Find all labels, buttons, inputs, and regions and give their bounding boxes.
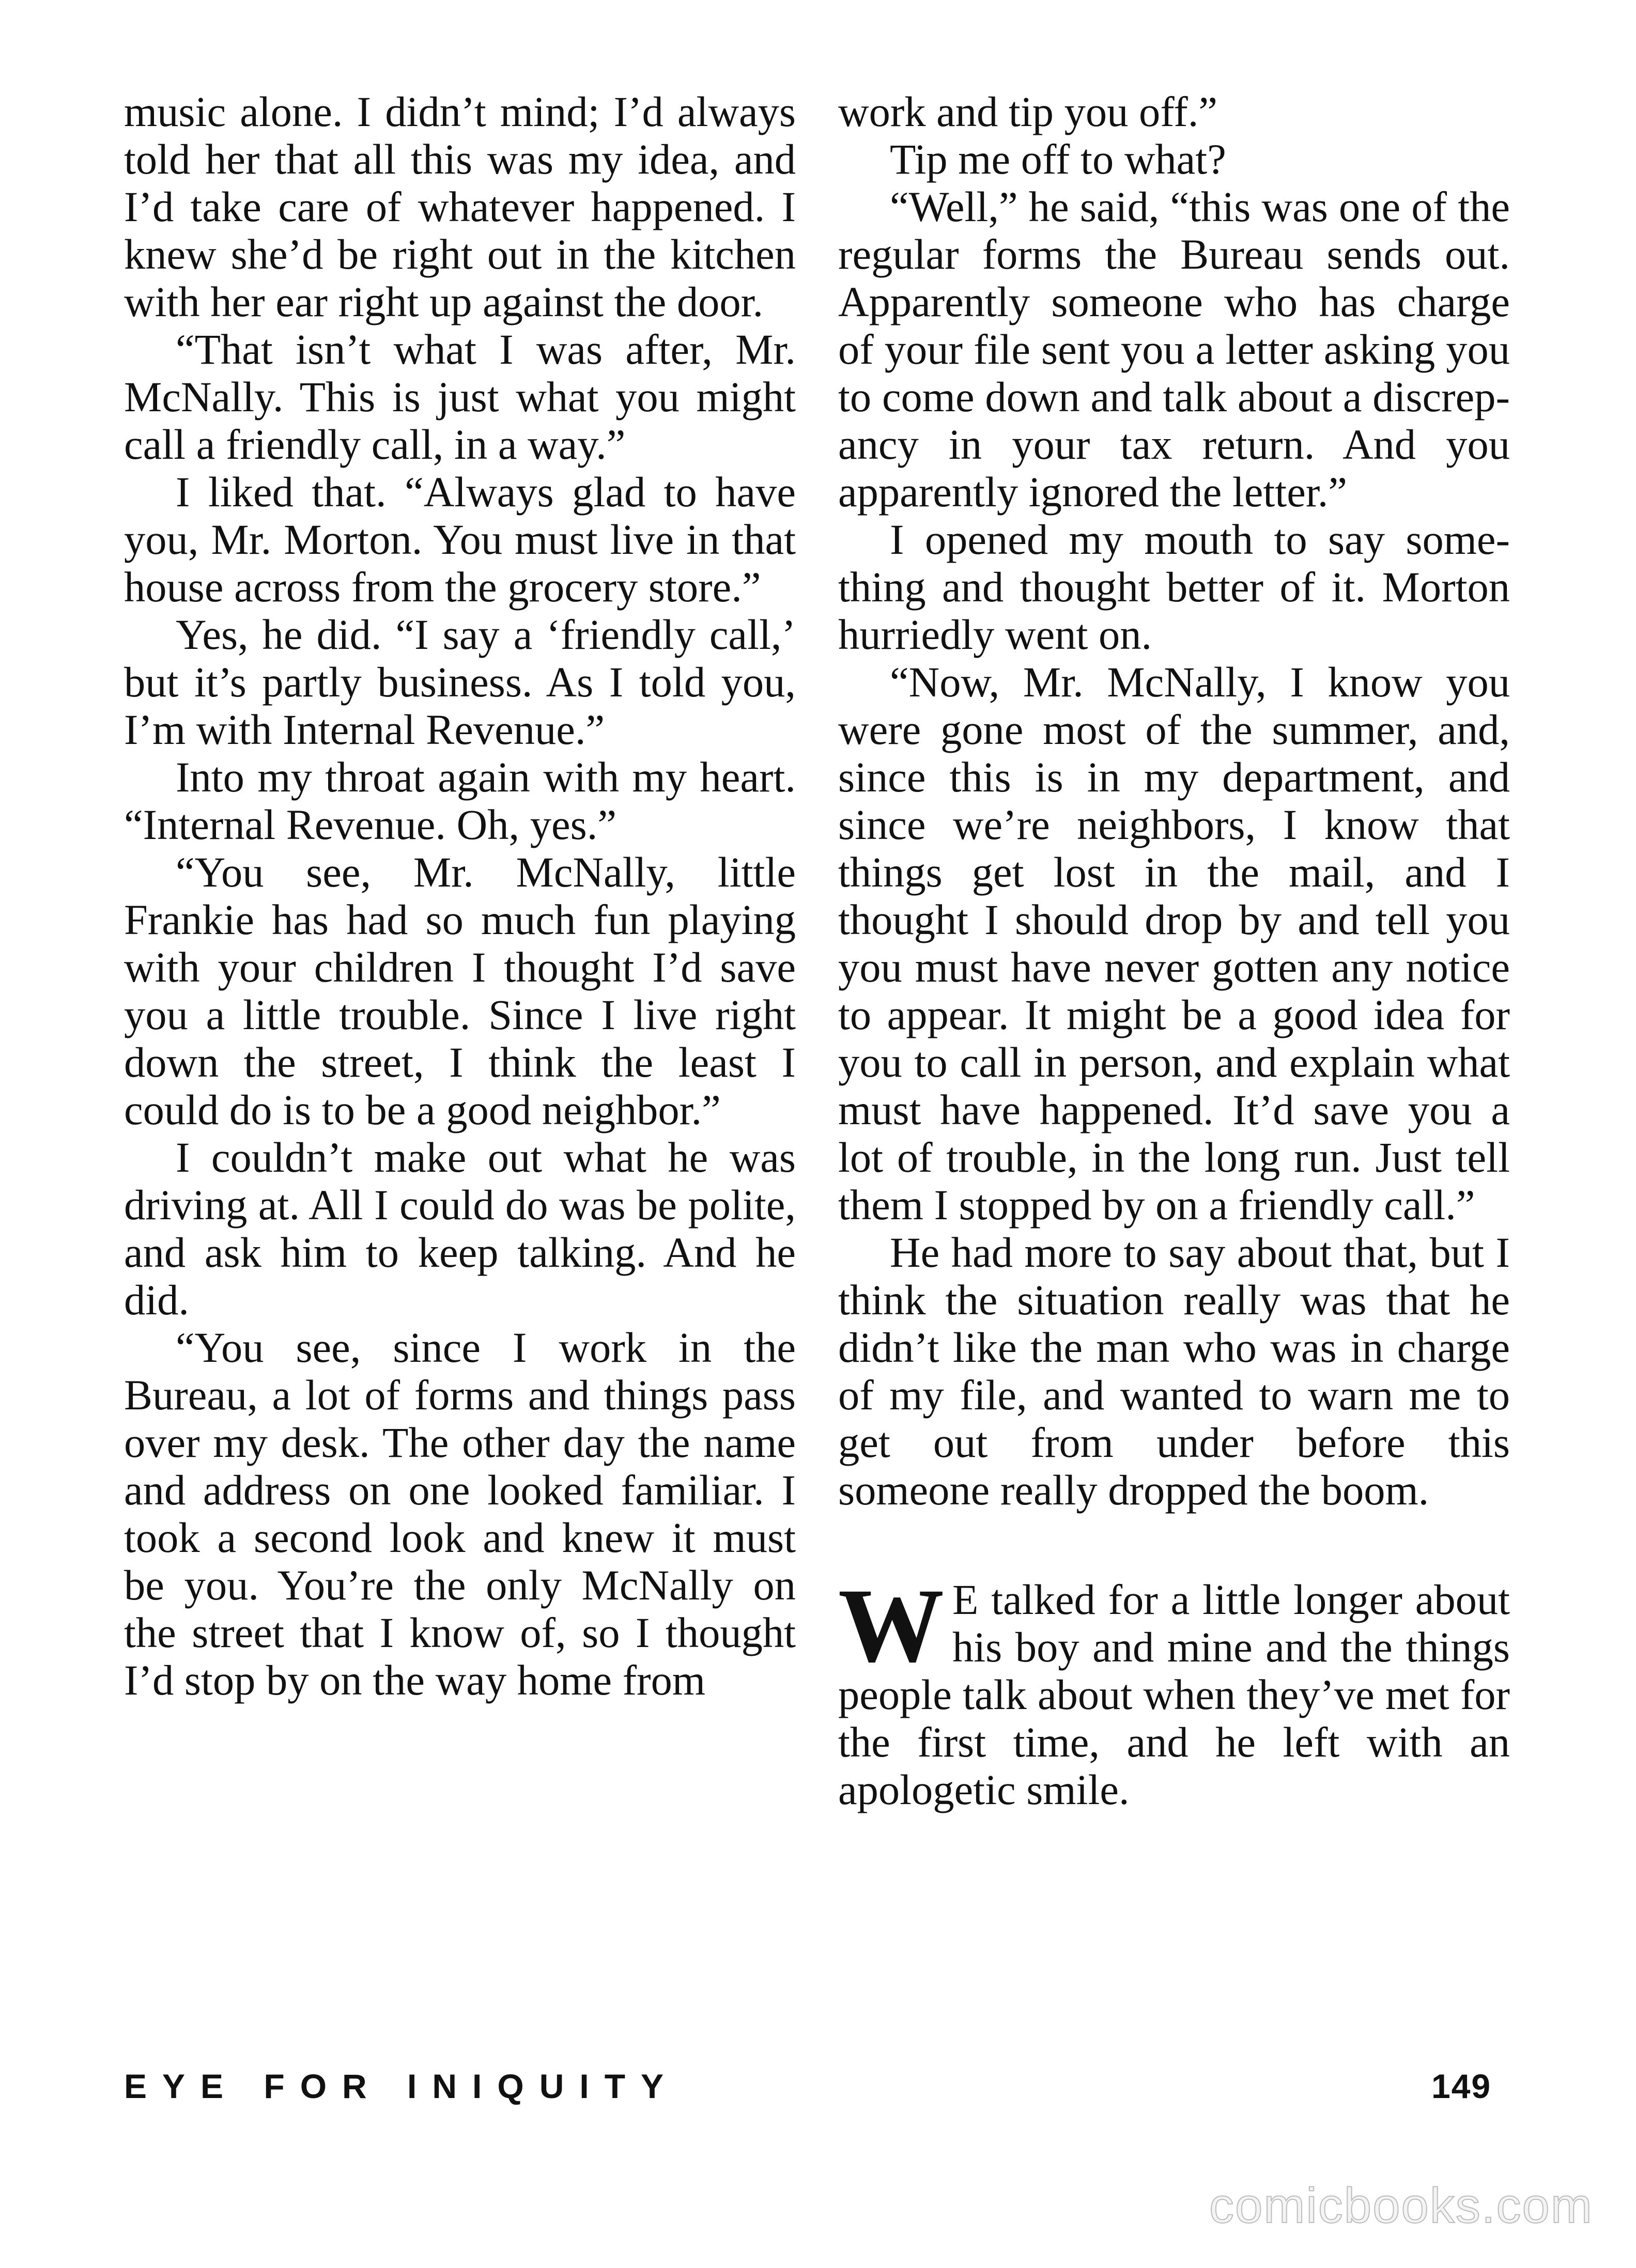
- page-number: 149: [1431, 2067, 1492, 2105]
- paragraph: music alone. I didn’t mind; I’d always told her that all this was my idea, and I’d take care of whatever happened. I knew she’d be right out in the kitchen with her ear right up against the door.: [124, 88, 796, 325]
- watermark: comicbooks.com: [1209, 2178, 1593, 2233]
- section-opening-paragraph: [838, 1567, 1510, 1813]
- paragraph: Yes, he did. “I say a ‘friendly call,’ but it’s partly business. As I told you, I’m with Internal Revenue.”: [124, 611, 796, 753]
- drop-cap: W: [838, 1567, 944, 1684]
- paragraph: “You see, since I work in the Bureau, a lot of forms and things pass over my desk. The other day the name and address on one looked familiar. I took a second look and knew it must be you. You’re the only McNally on the street that I know of, so I thought I’d stop by on the way home from: [124, 1324, 796, 1704]
- left-column: [124, 88, 796, 1704]
- section-opening-text: E talked for a little longer about his boy and mine and the things people talk about when they’ve met for the first time, and he left with an apologetic smile.: [838, 1576, 1510, 1813]
- paragraph: I couldn’t make out what he was driving at. All I could do was be polite, and ask him to keep talking. And he did.: [124, 1133, 796, 1324]
- paragraph: work and tip you off.”: [838, 88, 1217, 135]
- running-footer-title: EYE FOR INIQUITY: [124, 2067, 680, 2105]
- paragraph: He had more to say about that, but I think the situation really was that he didn’t like the man who was in charge of my file, and wanted to warn me to get out from under before this someone really dropped the boom.: [838, 1229, 1510, 1514]
- paragraph: I liked that. “Always glad to have you, Mr. Morton. You must live in that house across from the grocery store.”: [124, 468, 796, 611]
- paragraph: Into my throat again with my heart. “Internal Revenue. Oh, yes.”: [124, 753, 796, 848]
- paragraph: “Well,” he said, “this was one of the regular forms the Bureau sends out. Apparently someone who has charge of your file sent you a letter asking you to come down and talk about a discrepancy in your tax return. And you apparently ignored the letter.”: [838, 183, 1510, 516]
- paragraph: “You see, Mr. McNally, little Frankie has had so much fun playing with your children I thought I’d save you a little trouble. Since I live right down the street, I think the least I could do is to be a good neighbor.”: [124, 848, 796, 1133]
- paragraph: “That isn’t what I was after, Mr. McNally. This is just what you might call a friendly call, in a way.”: [124, 325, 796, 468]
- paragraph: “Now, Mr. McNally, I know you were gone most of the summer, and, since this is in my department, and since we’re neighbors, I know that things get lost in the mail, and I thought I should drop by and tell you you must have never gotten any notice to appear. It might be a good idea for you to call in person, and explain what must have happened. It’d save you a lot of trouble, in the long run. Just tell them I stopped by on a friendly call.”: [838, 658, 1510, 1229]
- paragraph: I opened my mouth to say something and thought better of it. Morton hurriedly went on.: [838, 516, 1510, 658]
- right-column: [838, 88, 1510, 1813]
- paragraph: Tip me off to what?: [890, 135, 1226, 183]
- section-break: [838, 1567, 1510, 1813]
